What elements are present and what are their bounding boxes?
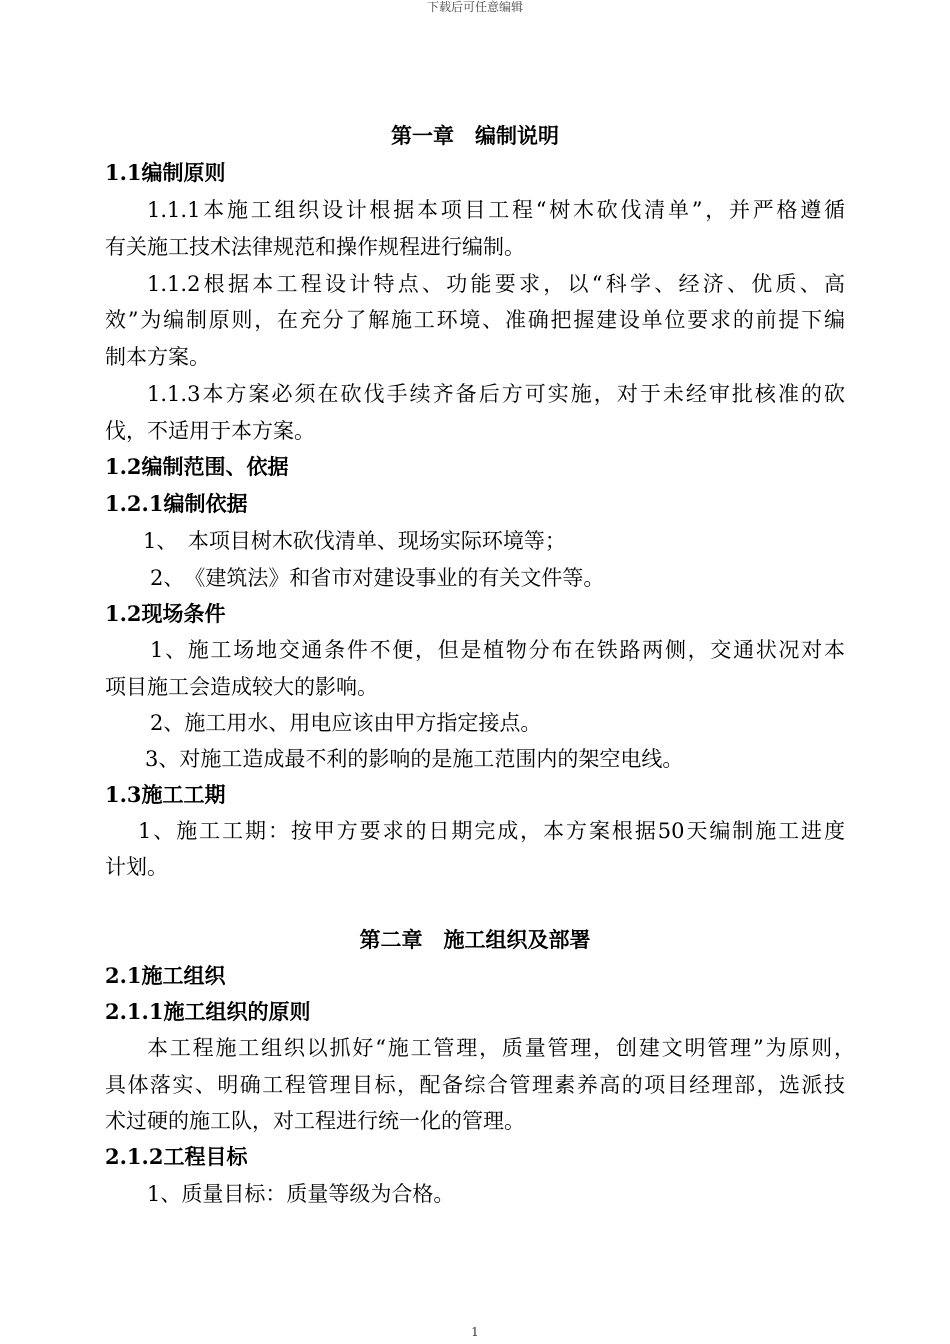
list-item: 1、施工工期：按甲方要求的日期完成，本方案根据50天编制施工进度 [138,819,845,843]
section-1-3-heading: 1.3施工工期 [105,782,226,807]
section-1-1-heading: 1.1编制原则 [105,160,226,185]
page-number: 1 [471,1325,479,1339]
list-item: 1、施工场地交通条件不便，但是植物分布在铁路两侧，交通状况对本 [150,638,845,662]
list-item: 2、施工用水、用电应该由甲方指定接点。 [150,711,542,735]
list-item-continuation: 计划。 [105,855,168,879]
paragraph-line: 具体落实、明确工程管理目标，配备综合管理素养高的项目经理部，选派技 [105,1073,845,1097]
section-2-1-2-heading: 2.1.2工程目标 [105,1144,248,1169]
chapter-2-title: 第二章 施工组织及部署 [359,927,591,952]
paragraph-line: 术过硬的施工队，对工程进行统一化的管理。 [105,1109,525,1133]
list-item: 1、质量目标：质量等级为合格。 [147,1182,455,1206]
list-item: 1、 本项目树木砍伐清单、现场实际环境等； [143,529,566,553]
list-item: 2、 《建筑法》和省市对建设事业的有关文件等。 [150,566,605,590]
section-1-2-1-heading: 1.2.1编制依据 [105,491,248,516]
chapter-1-title: 第一章 编制说明 [391,123,559,148]
paragraph-line: 1.1.2根据本工程设计特点、功能要求，以“科学、经济、优质、高 [147,272,845,296]
paragraph-line: 伐，不适用于本方案。 [105,419,315,443]
paragraph-line: 效”为编制原则，在充分了解施工环境、准确把握建设单位要求的前提下编 [105,308,845,332]
page-header: 下载后可任意编辑 [426,0,523,14]
paragraph-line: 制本方案。 [105,345,210,369]
section-1-2-heading: 1.2编制范围、依据 [105,454,289,479]
list-item: 3、对施工造成最不利的影响的是施工范围内的架空电线。 [145,747,684,771]
section-2-1-1-heading: 2.1.1施工组织的原则 [105,999,311,1024]
section-site-conditions-heading: 1.2现场条件 [105,601,226,626]
paragraph-line: 有关施工技术法律规范和操作规程进行编制。 [105,235,525,259]
section-2-1-heading: 2.1施工组织 [105,963,226,988]
paragraph-line: 1.1.3本方案必须在砍伐手续齐备后方可实施，对于未经审批核准的砍 [147,382,845,406]
paragraph-line: 本工程施工组织以抓好“施工管理，质量管理，创建文明管理”为原则， [147,1036,855,1060]
paragraph-line: 1.1.1本施工组织设计根据本项目工程“树木砍伐清单”，并严格遵循 [147,198,845,222]
list-item-continuation: 项目施工会造成较大的影响。 [105,675,378,699]
